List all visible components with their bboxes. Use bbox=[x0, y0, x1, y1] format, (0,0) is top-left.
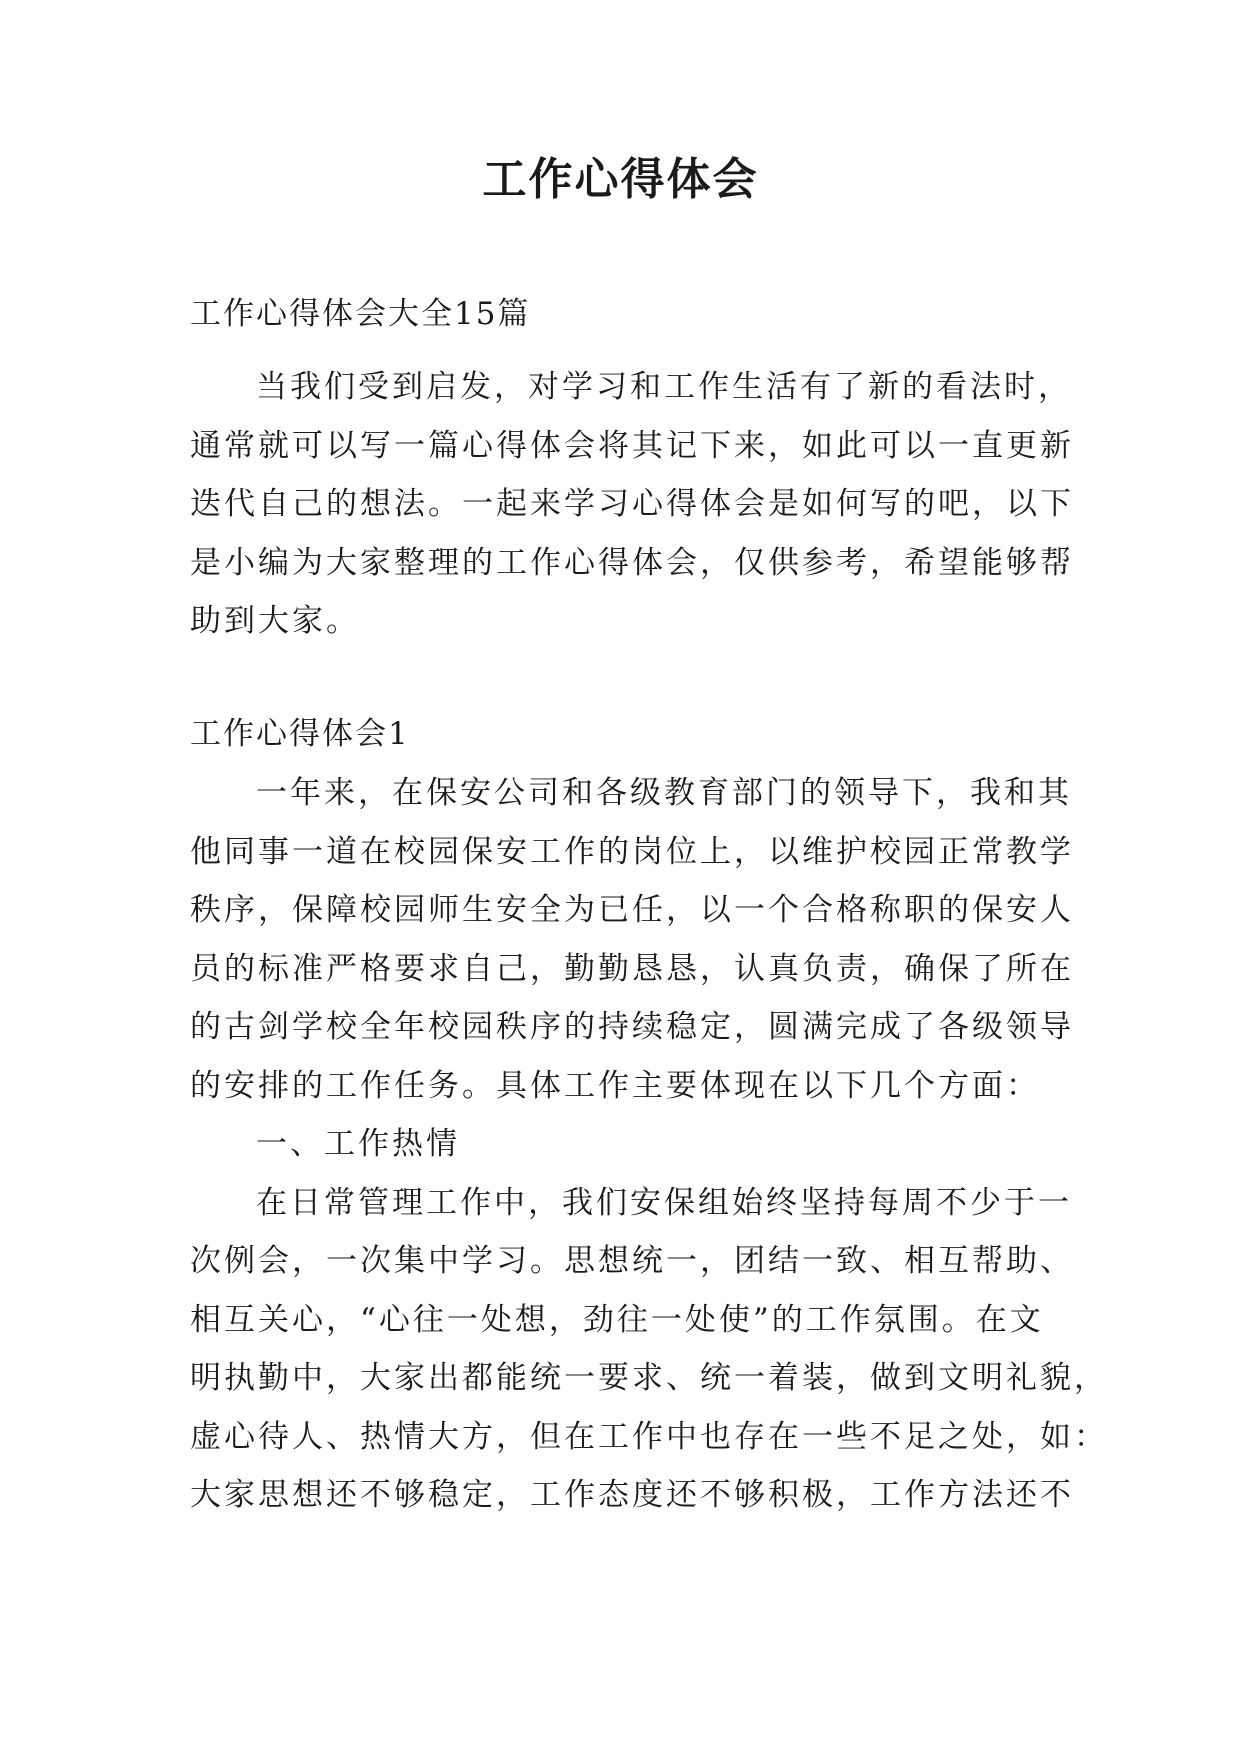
paragraph-line: 明执勤中，大家出都能统一要求、统一着装，做到文明礼貌， bbox=[190, 1360, 1108, 1396]
paragraph-line: 大家思想还不够稳定，工作态度还不够积极，工作方法还不 bbox=[190, 1477, 1074, 1513]
paragraph-line: 的古剑学校全年校园秩序的持续稳定，圆满完成了各级领导 bbox=[190, 1009, 1074, 1045]
paragraph-line: 虚心待人、热情大方，但在工作中也存在一些不足之处，如： bbox=[190, 1418, 1108, 1455]
paragraph-line: 的安排的工作任务。具体工作主要体现在以下几个方面： bbox=[190, 1067, 1040, 1104]
section1-body bbox=[190, 764, 1108, 1525]
paragraph-line: 相互关心，“心往一处想，劲往一处使”的工作氛围。在文 bbox=[190, 1301, 1044, 1338]
document-title: 工作心得体会 bbox=[482, 154, 759, 205]
subsection-heading: 一、工作热情 bbox=[256, 1126, 460, 1162]
intro-paragraph bbox=[190, 358, 1074, 651]
paragraph-line: 当我们受到启发，对学习和工作生活有了新的看法时， bbox=[256, 369, 1072, 405]
paragraph-line: 是小编为大家整理的工作心得体会，仅供参考，希望能够帮 bbox=[190, 544, 1074, 581]
paragraph-line: 助到大家。 bbox=[190, 603, 360, 639]
paragraph-line: 员的标准严格要求自己，勤勤恳恳，认真负责，确保了所在 bbox=[190, 950, 1074, 987]
paragraph-line: 通常就可以写一篇心得体会将其记下来，如此可以一直更新 bbox=[190, 427, 1074, 464]
paragraph-line: 秩序，保障校园师生安全为已任，以一个合格称职的保安人 bbox=[190, 892, 1074, 928]
paragraph-line: 他同事一道在校园保安工作的岗位上，以维护校园正常教学 bbox=[190, 833, 1074, 870]
document-subtitle: 工作心得体会大全15篇 bbox=[190, 296, 531, 332]
paragraph-line: 迭代自己的想法。一起来学习心得体会是如何写的吧，以下 bbox=[190, 486, 1074, 522]
paragraph-line: 次例会，一次集中学习。思想统一，团结一致、相互帮助、 bbox=[190, 1243, 1074, 1279]
section-heading: 工作心得体会1 bbox=[190, 716, 410, 752]
paragraph-line: 在日常管理工作中，我们安保组始终坚持每周不少于一 bbox=[256, 1184, 1072, 1221]
paragraph-line: 一年来，在保安公司和各级教育部门的领导下，我和其 bbox=[256, 775, 1072, 811]
